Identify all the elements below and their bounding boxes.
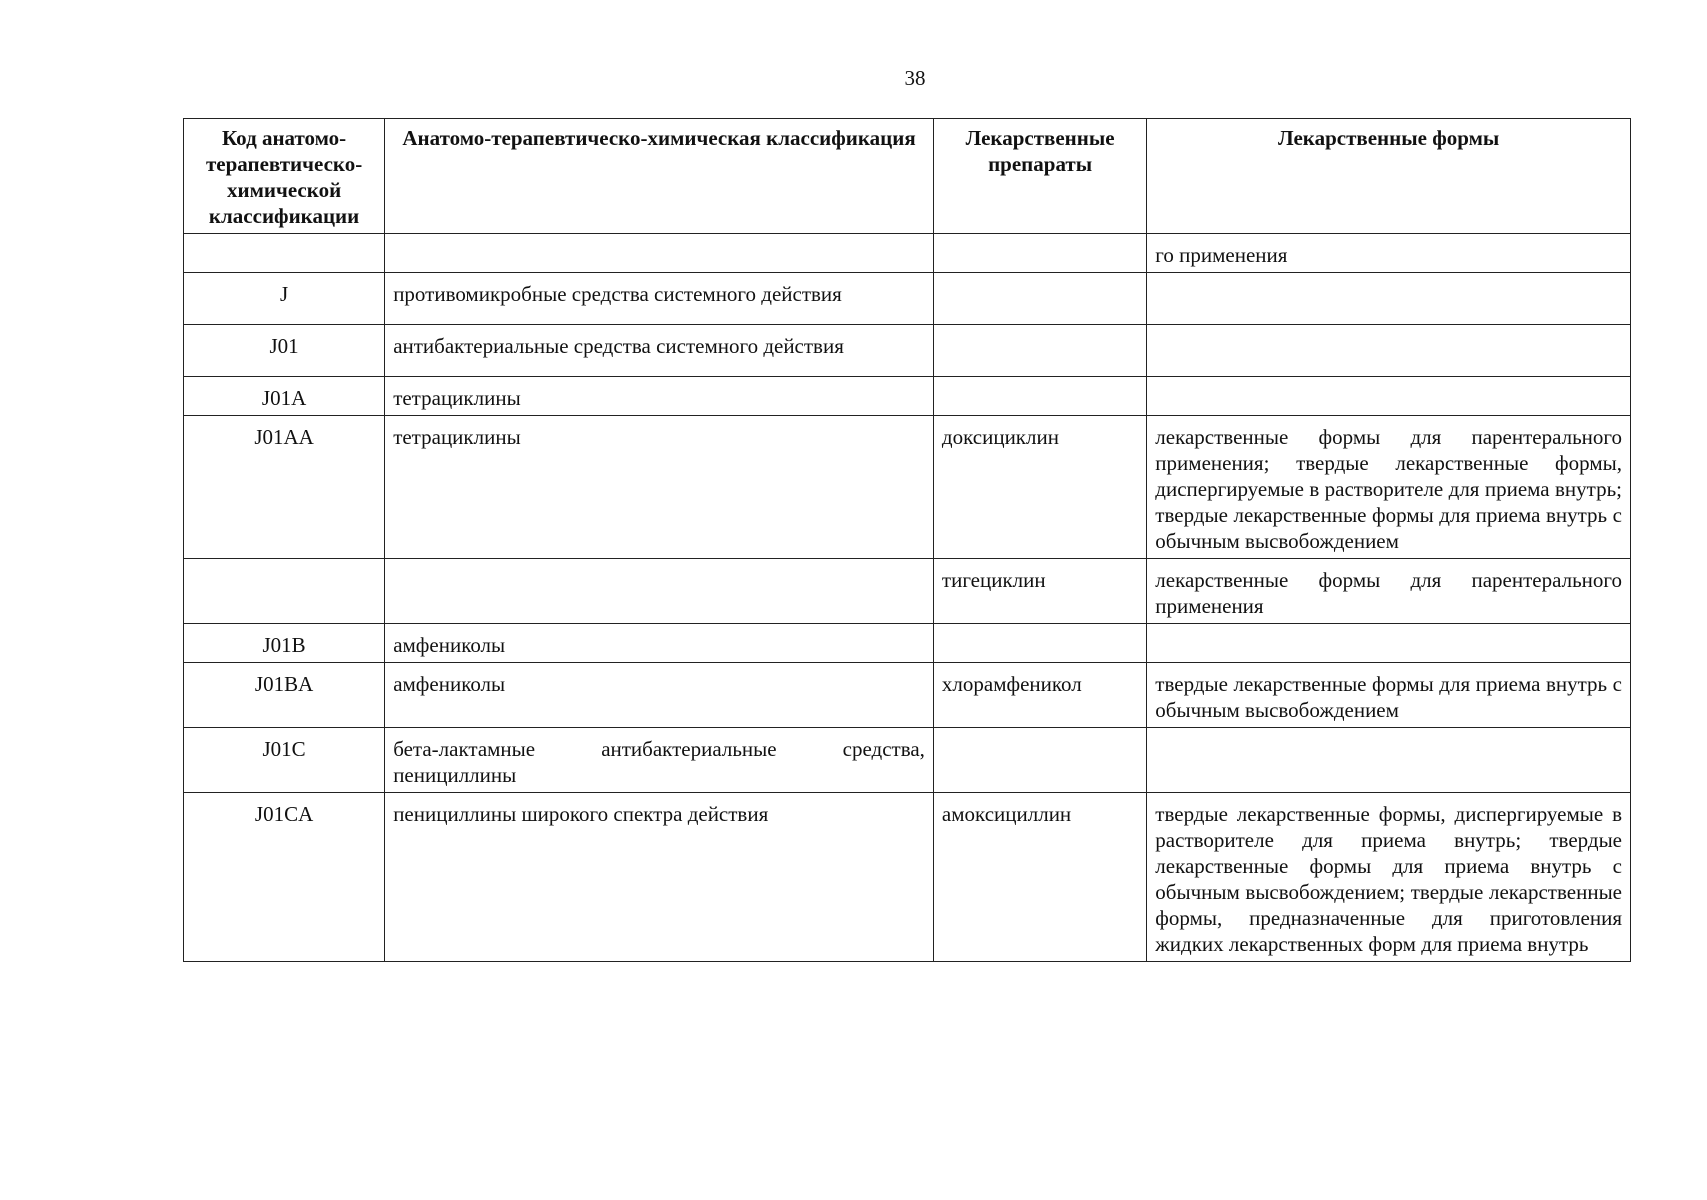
cell-drug bbox=[933, 325, 1146, 377]
cell-classification: тетрациклины bbox=[385, 377, 934, 416]
cell-drug bbox=[933, 234, 1146, 273]
cell-code: J01BA bbox=[184, 663, 385, 728]
header-atc-classification: Анатомо-терапевтическо-химическая классификация bbox=[385, 119, 934, 234]
cell-forms bbox=[1147, 325, 1631, 377]
cell-forms: лекарственные формы для парентерального применения bbox=[1147, 559, 1631, 624]
cell-code: J01CA bbox=[184, 793, 385, 962]
cell-classification bbox=[385, 559, 934, 624]
cell-forms: твердые лекарственные формы для приема внутрь с обычным высвобождением bbox=[1147, 663, 1631, 728]
table-row bbox=[184, 663, 1631, 728]
cell-forms bbox=[1147, 728, 1631, 793]
cell-drug: тигециклин bbox=[933, 559, 1146, 624]
cell-code bbox=[184, 234, 385, 273]
cell-classification: антибактериальные средства системного действия bbox=[385, 325, 934, 377]
cell-forms: лекарственные формы для парентерального применения; твердые лекарственные формы, диспергируемые в растворителе для приема внутрь; твердые лекарственные формы для приема внутрь с обычным высвобождением bbox=[1147, 416, 1631, 559]
cell-classification: пенициллины широкого спектра действия bbox=[385, 793, 934, 962]
cell-code: J01B bbox=[184, 624, 385, 663]
header-dosage-forms: Лекарственные формы bbox=[1147, 119, 1631, 234]
table-row bbox=[184, 559, 1631, 624]
table-row bbox=[184, 273, 1631, 325]
cell-drug: хлорамфеникол bbox=[933, 663, 1146, 728]
header-drugs: Лекарственные препараты bbox=[933, 119, 1146, 234]
cell-drug bbox=[933, 273, 1146, 325]
table-row bbox=[184, 377, 1631, 416]
cell-classification: бета-лактамные антибактериальные средства, пенициллины bbox=[385, 728, 934, 793]
cell-code: J01AA bbox=[184, 416, 385, 559]
cell-forms bbox=[1147, 377, 1631, 416]
cell-code: J01C bbox=[184, 728, 385, 793]
cell-code: J01 bbox=[184, 325, 385, 377]
cell-code: J bbox=[184, 273, 385, 325]
cell-forms: твердые лекарственные формы, диспергируемые в растворителе для приема внутрь; твердые лекарственные формы для приема внутрь с обычным высвобождением; твердые лекарственные формы, предназначенные для приготовления жидких лекарственных форм для приема внутрь bbox=[1147, 793, 1631, 962]
cell-drug bbox=[933, 728, 1146, 793]
atc-table bbox=[183, 118, 1631, 962]
table-row bbox=[184, 325, 1631, 377]
cell-drug bbox=[933, 624, 1146, 663]
header-row bbox=[184, 119, 1631, 234]
cell-classification: тетрациклины bbox=[385, 416, 934, 559]
cell-classification bbox=[385, 234, 934, 273]
cell-drug: амоксициллин bbox=[933, 793, 1146, 962]
cell-forms: го применения bbox=[1147, 234, 1631, 273]
cell-classification: противомикробные средства системного действия bbox=[385, 273, 934, 325]
table-row bbox=[184, 624, 1631, 663]
cell-classification: амфениколы bbox=[385, 663, 934, 728]
cell-classification: амфениколы bbox=[385, 624, 934, 663]
cell-drug bbox=[933, 377, 1146, 416]
table-row bbox=[184, 416, 1631, 559]
cell-code: J01A bbox=[184, 377, 385, 416]
table-row bbox=[184, 793, 1631, 962]
cell-forms bbox=[1147, 624, 1631, 663]
table-row bbox=[184, 234, 1631, 273]
cell-code bbox=[184, 559, 385, 624]
header-atc-code: Код анатомо-терапевтическо-химической классификации bbox=[184, 119, 385, 234]
cell-drug: доксициклин bbox=[933, 416, 1146, 559]
table-row bbox=[184, 728, 1631, 793]
cell-forms bbox=[1147, 273, 1631, 325]
page-number: 38 bbox=[904, 66, 926, 90]
